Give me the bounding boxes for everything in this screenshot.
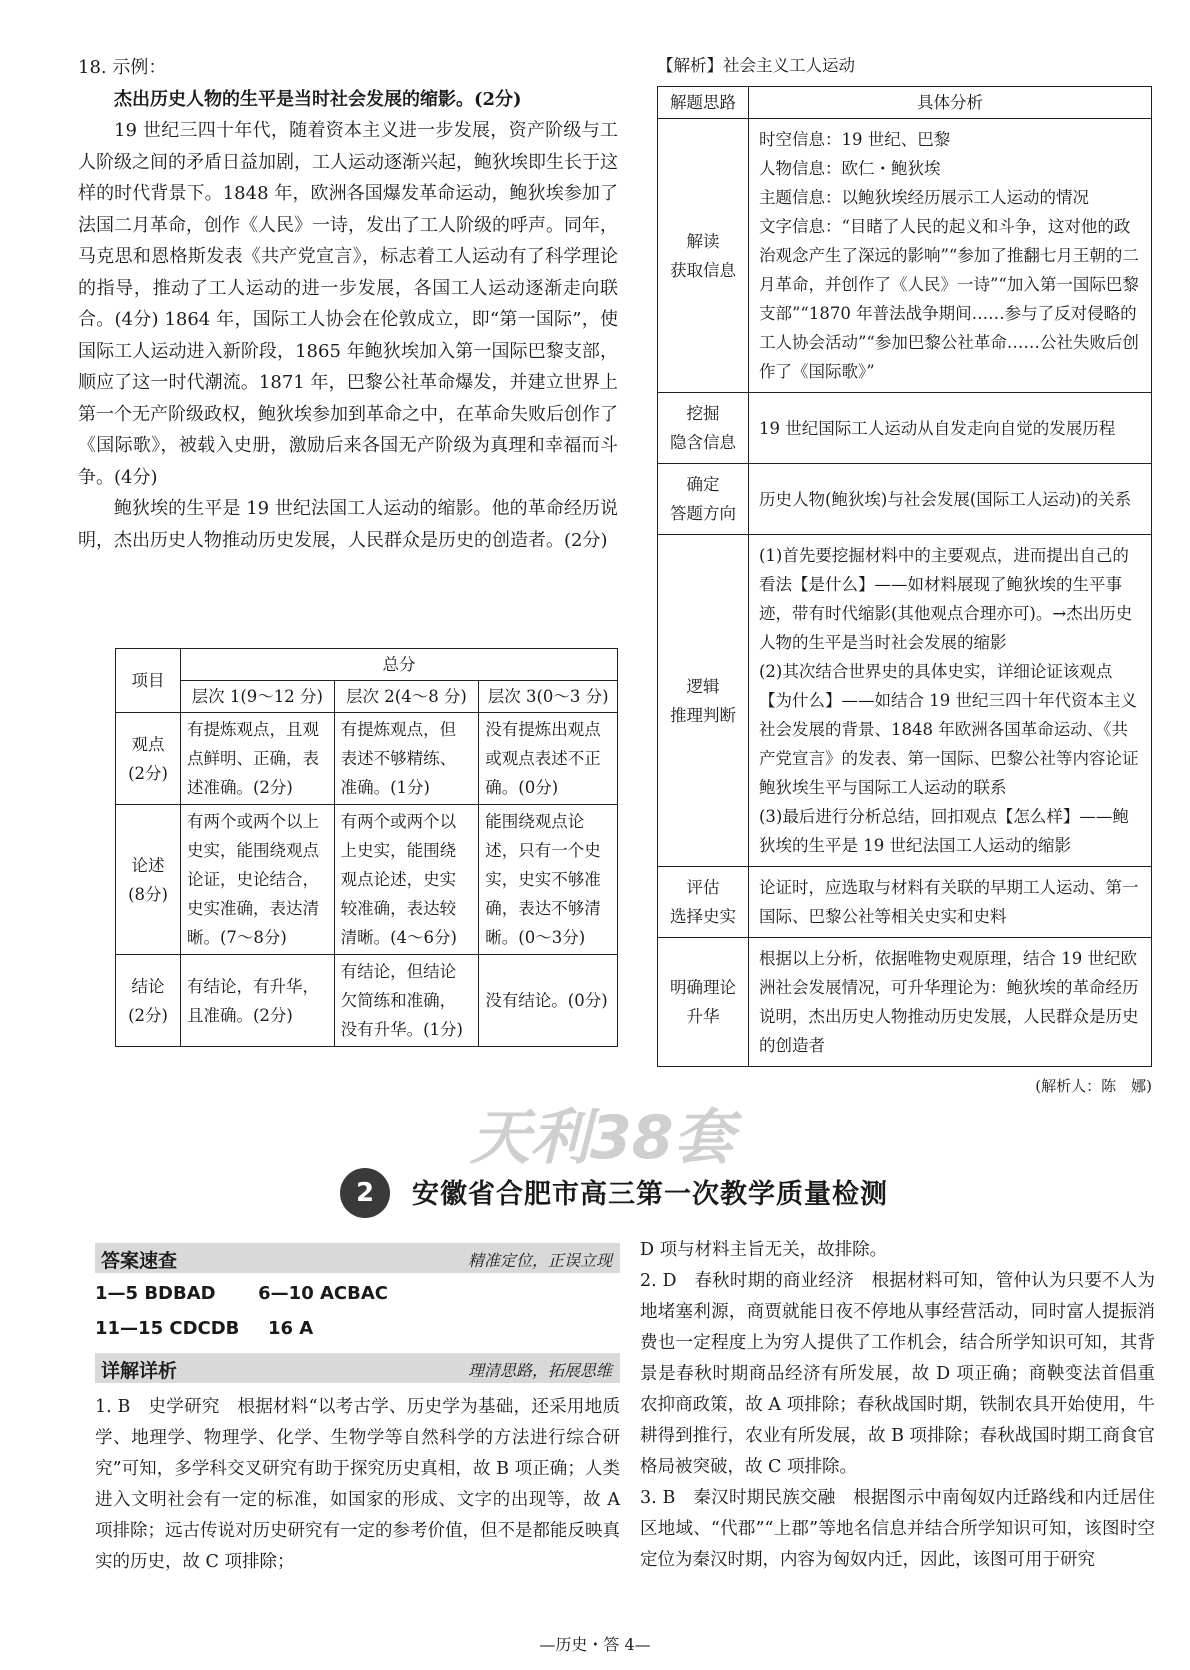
score-level-3: 层次 3(0～3 分) (479, 681, 618, 713)
analysis-row (658, 119, 1152, 393)
quick-answer-title: 答案速查 (101, 1250, 178, 1272)
analysis-value: (1)首先要挖掘材料中的主要观点，进而提出自己的看法【是什么】——如材料展现了鲍狄埃的生平事迹，带有时代缩影(其他观点合理亦可)。→杰出历史人物的生平是当时社会发展的缩影 (2)其次结合世界史的具体史实，详细论证该观点【为什么】——如结合 19 世纪三四十年代资本主义社会发展的背景、1848 年欧洲各国革命运动、《共产党宣言》的发表、第一国际、巴黎公社等内容论证鲍狄埃生平与国际工人运动的联系 (3)最后进行分析总结，回扣观点【怎么样】——鲍狄埃的生平是 19 世纪法国工人运动的缩影 (749, 535, 1152, 867)
answers-line-2 (95, 1318, 313, 1339)
brand-watermark: 天利38套 (470, 1103, 734, 1173)
analysis-value: 19 世纪国际工人运动从自发走向自觉的发展历程 (749, 393, 1152, 464)
score-row (116, 713, 618, 805)
analysis-value: 历史人物(鲍狄埃)与社会发展(国际工人运动)的关系 (749, 464, 1152, 535)
analysis-row (658, 464, 1152, 535)
score-cell: 有结论，有升华，且准确。(2分) (181, 955, 335, 1047)
score-cell: 有结论，但结论欠简练和准确，没有升华。(1分) (334, 955, 479, 1047)
score-row-name: 观点 (2分) (116, 713, 181, 805)
analysis-key: 逻辑 推理判断 (658, 535, 749, 867)
answers-1-5: 1—5 BDBAD (95, 1283, 216, 1304)
quick-answer-bar (95, 1243, 620, 1273)
answers-6-10: 6—10 ACBAC (258, 1283, 388, 1304)
analysis-key: 解读 获取信息 (658, 119, 749, 393)
section-banner (340, 1168, 940, 1224)
score-row-name: 论述 (8分) (116, 805, 181, 955)
score-cell: 有两个或两个以上史实，能围绕观点论述，史实较准确，表达较清晰。(4～6分) (334, 805, 479, 955)
analysis-value: 时空信息：19 世纪、巴黎 人物信息：欧仁・鲍狄埃 主题信息：以鲍狄埃经历展示工人运动的情况 文字信息：“目睹了人民的起义和斗争，这对他的政治观念产生了深远的影响”“参加了推翻七月王朝的二月革命，并创作了《人民》一诗”“加入第一国际巴黎支部”“1870 年普法战争期间……参与了反对侵略的工人协会活动”“参加巴黎公社革命……公社失败后创作了《国际歌》” (749, 119, 1152, 393)
score-level-1: 层次 1(9～12 分) (181, 681, 335, 713)
analysis-key: 挖掘 隐含信息 (658, 393, 749, 464)
analysis-col-2: 具体分析 (749, 87, 1152, 119)
score-level-2: 层次 2(4～8 分) (334, 681, 479, 713)
answers-line-1 (95, 1283, 388, 1304)
analysis-row (658, 867, 1152, 938)
analysis-col-1: 解题思路 (658, 87, 749, 119)
score-row (116, 805, 618, 955)
analysis-value: 论证时，应选取与材料有关联的早期工人运动、第一国际、巴黎公社等相关史实和史料 (749, 867, 1152, 938)
q3-text: 3. B 秦汉时期民族交融 根据图示中南匈奴内迁路线和内迁居住区地域、“代郡”“上郡”等地名信息并结合所学知识可知，该图时空定位为秦汉时期，内容为匈奴内迁，因此，该图可用于研究 (640, 1488, 1155, 1570)
score-row-name: 结论 (2分) (116, 955, 181, 1047)
score-cell: 没有提炼出观点或观点表述不正确。(0分) (479, 713, 618, 805)
section-title: 安徽省合肥市高三第一次教学质量检测 (412, 1179, 888, 1210)
detail-slogan: 理清思路，拓展思维 (467, 1361, 612, 1380)
score-cell: 有提炼观点，且观点鲜明、正确，表述准确。(2分) (181, 713, 335, 805)
q18-para2: 鲍狄埃的生平是 19 世纪法国工人运动的缩影。他的革命经历说明，杰出历史人物推动历史发展，人民群众是历史的创造者。(2分) (78, 498, 618, 551)
score-cell: 能围绕观点论述，只有一个史实，史实不够准确，表达不够清晰。(0～3分) (479, 805, 618, 955)
score-cell: 没有结论。(0分) (479, 955, 618, 1047)
score-head-item: 项目 (116, 649, 181, 713)
q1-text: 1. B 史学研究 根据材料“以考古学、历史学为基础，还采用地质学、地理学、物理学、化学、生物学等自然科学的方法进行综合研究”可知，多学科交叉研究有助于探究历史真相，故 B 项正确；人类进入文明社会有一定的标准，如国家的形成、文字的出现等，故 A 项排除；远古传说对历史研究有一定的参考价值，但不是都能反映真实的历史，故 C 项排除； (95, 1397, 620, 1572)
q18-para1: 19 世纪三四十年代，随着资本主义进一步发展，资产阶级与工人阶级之间的矛盾日益加剧，工人运动逐渐兴起，鲍狄埃即生长于这样的时代背景下。1848 年，欧洲各国爆发革命运动，鲍狄埃参加了法国二月革命，创作《人民》一诗，发出了工人阶级的呼声。同年，马克思和恩格斯发表《共产党宣言》，标志着工人运动有了科学理论的指导，推动了工人运动的进一步发展，各国工人运动逐渐走向联合。(4分) 1864 年，国际工人协会在伦敦成立，即“第一国际”，使国际工人运动进入新阶段，1865 年鲍狄埃加入第一国际巴黎支部，顺应了这一时代潮流。1871 年，巴黎公社革命爆发，并建立世界上第一个无产阶级政权，鲍狄埃参加到革命之中，在革命失败后创作了《国际歌》，被载入史册，激励后来各国无产阶级为真理和幸福而斗争。(4分) (78, 120, 618, 488)
analysis-section (657, 52, 1152, 1096)
detail-bar (95, 1353, 620, 1383)
score-row (116, 955, 618, 1047)
analysis-credit: (解析人：陈 娜) (1035, 1077, 1152, 1095)
q2-text: 2. D 春秋时期的商业经济 根据材料可知，管仲认为只要不人为地堵塞利源，商贾就能日夜不停地从事经营活动，同时富人提振消费也一定程度上为穷人提供了工作机会，结合所学知识可知，其背景是春秋时期商品经济有所发展，故 D 项正确；商鞅变法首倡重农抑商政策，故 A 项排除；春秋战国时期，铁制农具开始使用，牛耕得到推行，农业有所发展，故 B 项排除；春秋战国时期工商食官格局被突破，故 C 项排除。 (640, 1271, 1155, 1477)
score-cell: 有两个或两个以上史实，能围绕观点论证，史论结合，史实准确，表达清晰。(7～8分) (181, 805, 335, 955)
analysis-key: 确定 答题方向 (658, 464, 749, 535)
scoring-table (115, 648, 618, 1047)
right-explanations (640, 1235, 1155, 1576)
q18-thesis: 杰出历史人物的生平是当时社会发展的缩影。(2分) (114, 88, 522, 110)
quick-answer-slogan: 精准定位，正误立现 (467, 1251, 612, 1270)
page-footer: —历史・答 4— (539, 1635, 651, 1654)
analysis-row (658, 938, 1152, 1067)
detail-title: 详解详析 (101, 1360, 178, 1382)
q18-answer (78, 52, 618, 556)
answers-16: 16 A (267, 1318, 314, 1339)
score-head-total: 总分 (181, 649, 618, 681)
analysis-value: 根据以上分析，依据唯物史观原理，结合 19 世纪欧洲社会发展情况，可升华理论为：鲍狄埃的革命经历说明，杰出历史人物推动历史发展，人民群众是历史的创造者 (749, 938, 1152, 1067)
analysis-key: 评估 选择史实 (658, 867, 749, 938)
analysis-heading: 【解析】社会主义工人运动 (657, 56, 855, 75)
score-cell: 有提炼观点，但表述不够精练、准确。(1分) (334, 713, 479, 805)
analysis-table (657, 86, 1152, 1067)
q1-continued: D 项与材料主旨无关，故排除。 (640, 1240, 888, 1260)
section-number: 2 (340, 1168, 390, 1218)
analysis-key: 明确理论 升华 (658, 938, 749, 1067)
analysis-row (658, 535, 1152, 867)
q18-label: 18. 示例： (78, 57, 167, 78)
q1-explanation (95, 1392, 620, 1578)
analysis-row (658, 393, 1152, 464)
answers-11-15: 11—15 CDCDB (95, 1318, 240, 1339)
